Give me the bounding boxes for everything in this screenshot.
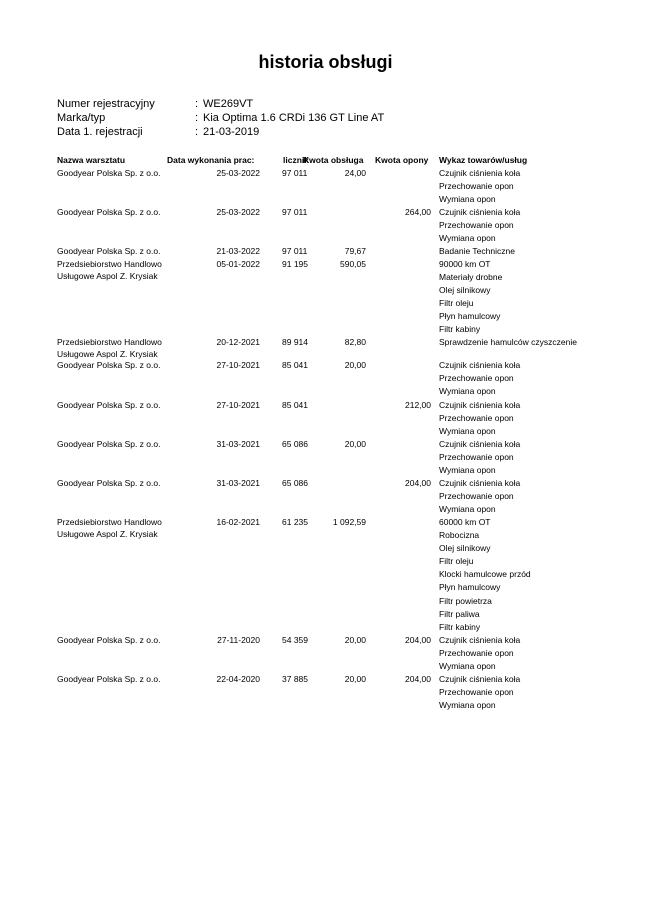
- service-items-list: [439, 673, 520, 712]
- workshop-name: [57, 337, 162, 360]
- service-item: Sprawdzenie hamulców czyszczenie: [439, 337, 577, 347]
- service-amount: 20,00: [344, 674, 366, 684]
- service-items-list: [439, 634, 520, 673]
- work-date: 22-04-2020: [216, 674, 260, 684]
- workshop-name-line: Usługowe Aspol Z. Krysiak: [57, 270, 158, 281]
- service-item: Przechowanie opon: [439, 491, 514, 502]
- tire-amount: 204,00: [405, 674, 431, 684]
- workshop-name-line: Goodyear Polska Sp. z o.o.: [57, 439, 161, 449]
- service-item: Wymiana opon: [439, 233, 496, 244]
- service-amount: 20,00: [344, 635, 366, 645]
- service-item: Czujnik ciśnienia koła: [439, 478, 521, 488]
- odometer-reading: 61 235: [282, 517, 308, 527]
- registration-number-label: Numer rejestracyjny: [57, 98, 155, 110]
- service-amount: 79,67: [344, 246, 366, 256]
- separator: :: [195, 112, 199, 124]
- service-item: Płyn hamulcowy: [439, 582, 501, 593]
- service-items-list: [439, 359, 520, 398]
- service-item: Klocki hamulcowe przód: [439, 569, 531, 580]
- separator: :: [195, 126, 199, 138]
- service-item: Wymiana opon: [439, 700, 496, 711]
- workshop-name: [57, 360, 160, 372]
- registration-number-line: [57, 97, 253, 111]
- odometer-reading: 65 086: [282, 478, 308, 488]
- service-item: Filtr kabiny: [439, 621, 481, 632]
- service-amount: 20,00: [344, 360, 366, 370]
- service-amount: 24,00: [344, 168, 366, 178]
- service-items-list: [439, 399, 520, 438]
- workshop-name: [57, 635, 160, 647]
- tire-amount: 264,00: [405, 207, 431, 217]
- workshop-name: [57, 478, 160, 490]
- service-item: Przechowanie opon: [439, 373, 514, 384]
- workshop-name: [57, 168, 160, 180]
- odometer-reading: 65 086: [282, 439, 308, 449]
- service-items-list: [439, 477, 520, 516]
- odometer-reading: 97 011: [282, 246, 308, 256]
- column-header-tire-amount: Kwota opony: [375, 155, 429, 165]
- make-model-line: [57, 111, 384, 125]
- work-date: 27-10-2021: [216, 360, 260, 370]
- service-item: Czujnik ciśnienia koła: [439, 360, 521, 370]
- work-date: 21-03-2022: [216, 246, 260, 256]
- column-header-items: Wykaz towarów/usług: [439, 155, 528, 165]
- service-item: Przechowanie opon: [439, 413, 514, 424]
- service-item: Wymiana opon: [439, 465, 496, 476]
- service-item: Olej silnikowy: [439, 285, 491, 296]
- odometer-reading: 37 885: [282, 674, 308, 684]
- workshop-name-line: Przedsiebiorstwo Handlowo: [57, 517, 162, 527]
- service-item: Filtr oleju: [439, 298, 474, 309]
- workshop-name-line: Przedsiebiorstwo Handlowo: [57, 337, 162, 347]
- service-amount: 1 092,59: [332, 517, 366, 527]
- work-date: 25-03-2022: [216, 168, 260, 178]
- service-item: Filtr kabiny: [439, 324, 481, 335]
- first-registration-value: 21-03-2019: [203, 126, 260, 138]
- workshop-name-line: Usługowe Aspol Z. Krysiak: [57, 528, 158, 539]
- first-registration-line: [57, 125, 259, 139]
- work-date: 27-11-2020: [217, 635, 260, 645]
- service-item: Przechowanie opon: [439, 220, 514, 231]
- tire-amount: 212,00: [405, 400, 431, 410]
- service-item: Czujnik ciśnienia koła: [439, 635, 521, 645]
- service-item: Płyn hamulcowy: [439, 311, 501, 322]
- service-item: Przechowanie opon: [439, 181, 514, 192]
- work-date: 16-02-2021: [216, 517, 260, 527]
- service-item: Czujnik ciśnienia koła: [439, 400, 521, 410]
- workshop-name: [57, 674, 160, 686]
- work-date: 25-03-2022: [216, 207, 260, 217]
- make-model-value: Kia Optima 1.6 CRDi 136 GT Line AT: [203, 112, 385, 124]
- service-items-list: [439, 258, 502, 337]
- service-item: 90000 km OT: [439, 259, 491, 269]
- column-header-service-amount: Kwota obsługa: [303, 155, 364, 165]
- service-item: Olej silnikowy: [439, 543, 491, 554]
- service-item: 60000 km OT: [439, 517, 491, 527]
- workshop-name: [57, 259, 162, 282]
- workshop-name-line: Goodyear Polska Sp. z o.o.: [57, 478, 161, 488]
- service-item: Przechowanie opon: [439, 687, 514, 698]
- service-amount: 82,80: [344, 337, 366, 347]
- service-item: Filtr powietrza: [439, 595, 492, 606]
- odometer-reading: 85 041: [282, 400, 308, 410]
- service-items-list: [439, 336, 577, 349]
- workshop-name-line: Usługowe Aspol Z. Krysiak: [57, 348, 158, 359]
- workshop-name: [57, 439, 160, 451]
- page-title: historia obsługi: [258, 52, 393, 72]
- workshop-name-line: Goodyear Polska Sp. z o.o.: [57, 635, 161, 645]
- service-item: Wymiana opon: [439, 194, 496, 205]
- work-date: 27-10-2021: [216, 400, 260, 410]
- work-date: 31-03-2021: [216, 478, 260, 488]
- tire-amount: 204,00: [405, 478, 431, 488]
- work-date: 05-01-2022: [216, 259, 260, 269]
- column-header-counter: licznik: [283, 155, 309, 165]
- column-header-workshop: Nazwa warsztatu: [57, 155, 126, 165]
- workshop-name-line: Goodyear Polska Sp. z o.o.: [57, 674, 161, 684]
- make-model-label: Marka/typ: [57, 112, 106, 124]
- separator: :: [195, 98, 199, 110]
- service-items-list: [439, 516, 531, 634]
- service-item: Czujnik ciśnienia koła: [439, 207, 521, 217]
- odometer-reading: 85 041: [282, 360, 308, 370]
- service-item: Badanie Techniczne: [439, 246, 515, 256]
- odometer-reading: 54 359: [282, 635, 308, 645]
- service-item: Czujnik ciśnienia koła: [439, 674, 521, 684]
- workshop-name: [57, 517, 162, 540]
- workshop-name-line: Goodyear Polska Sp. z o.o.: [57, 400, 161, 410]
- workshop-name: [57, 400, 160, 412]
- workshop-name: [57, 246, 160, 258]
- column-header-date: Data wykonania prac:: [167, 155, 255, 165]
- work-date: 20-12-2021: [216, 337, 260, 347]
- service-items-list: [439, 167, 520, 206]
- service-item: Czujnik ciśnienia koła: [439, 168, 521, 178]
- service-item: Przechowanie opon: [439, 648, 514, 659]
- service-item: Robocizna: [439, 530, 480, 541]
- odometer-reading: 89 914: [282, 337, 308, 347]
- workshop-name-line: Goodyear Polska Sp. z o.o.: [57, 360, 161, 370]
- workshop-name-line: Goodyear Polska Sp. z o.o.: [57, 246, 161, 256]
- service-items-list: [439, 206, 520, 245]
- registration-number-value: WE269VT: [203, 98, 254, 110]
- service-amount: 20,00: [344, 439, 366, 449]
- service-item: Wymiana opon: [439, 504, 496, 515]
- workshop-name-line: Goodyear Polska Sp. z o.o.: [57, 207, 161, 217]
- tire-amount: 204,00: [405, 635, 431, 645]
- odometer-reading: 97 011: [282, 207, 308, 217]
- service-item: Wymiana opon: [439, 426, 496, 437]
- workshop-name-line: Goodyear Polska Sp. z o.o.: [57, 168, 161, 178]
- odometer-reading: 97 011: [282, 168, 308, 178]
- workshop-name: [57, 207, 160, 219]
- service-item: Filtr oleju: [439, 556, 474, 567]
- odometer-reading: 91 195: [282, 259, 308, 269]
- service-item: Wymiana opon: [439, 661, 496, 672]
- service-item: Materiały drobne: [439, 272, 503, 283]
- first-registration-label: Data 1. rejestracji: [57, 126, 143, 138]
- service-item: Filtr paliwa: [439, 608, 480, 619]
- service-item: Wymiana opon: [439, 386, 496, 397]
- service-item: Czujnik ciśnienia koła: [439, 439, 521, 449]
- service-amount: 590,05: [340, 259, 366, 269]
- service-items-list: [439, 438, 520, 477]
- service-item: Przechowanie opon: [439, 452, 514, 463]
- workshop-name-line: Przedsiebiorstwo Handlowo: [57, 259, 162, 269]
- service-items-list: [439, 245, 515, 258]
- work-date: 31-03-2021: [216, 439, 260, 449]
